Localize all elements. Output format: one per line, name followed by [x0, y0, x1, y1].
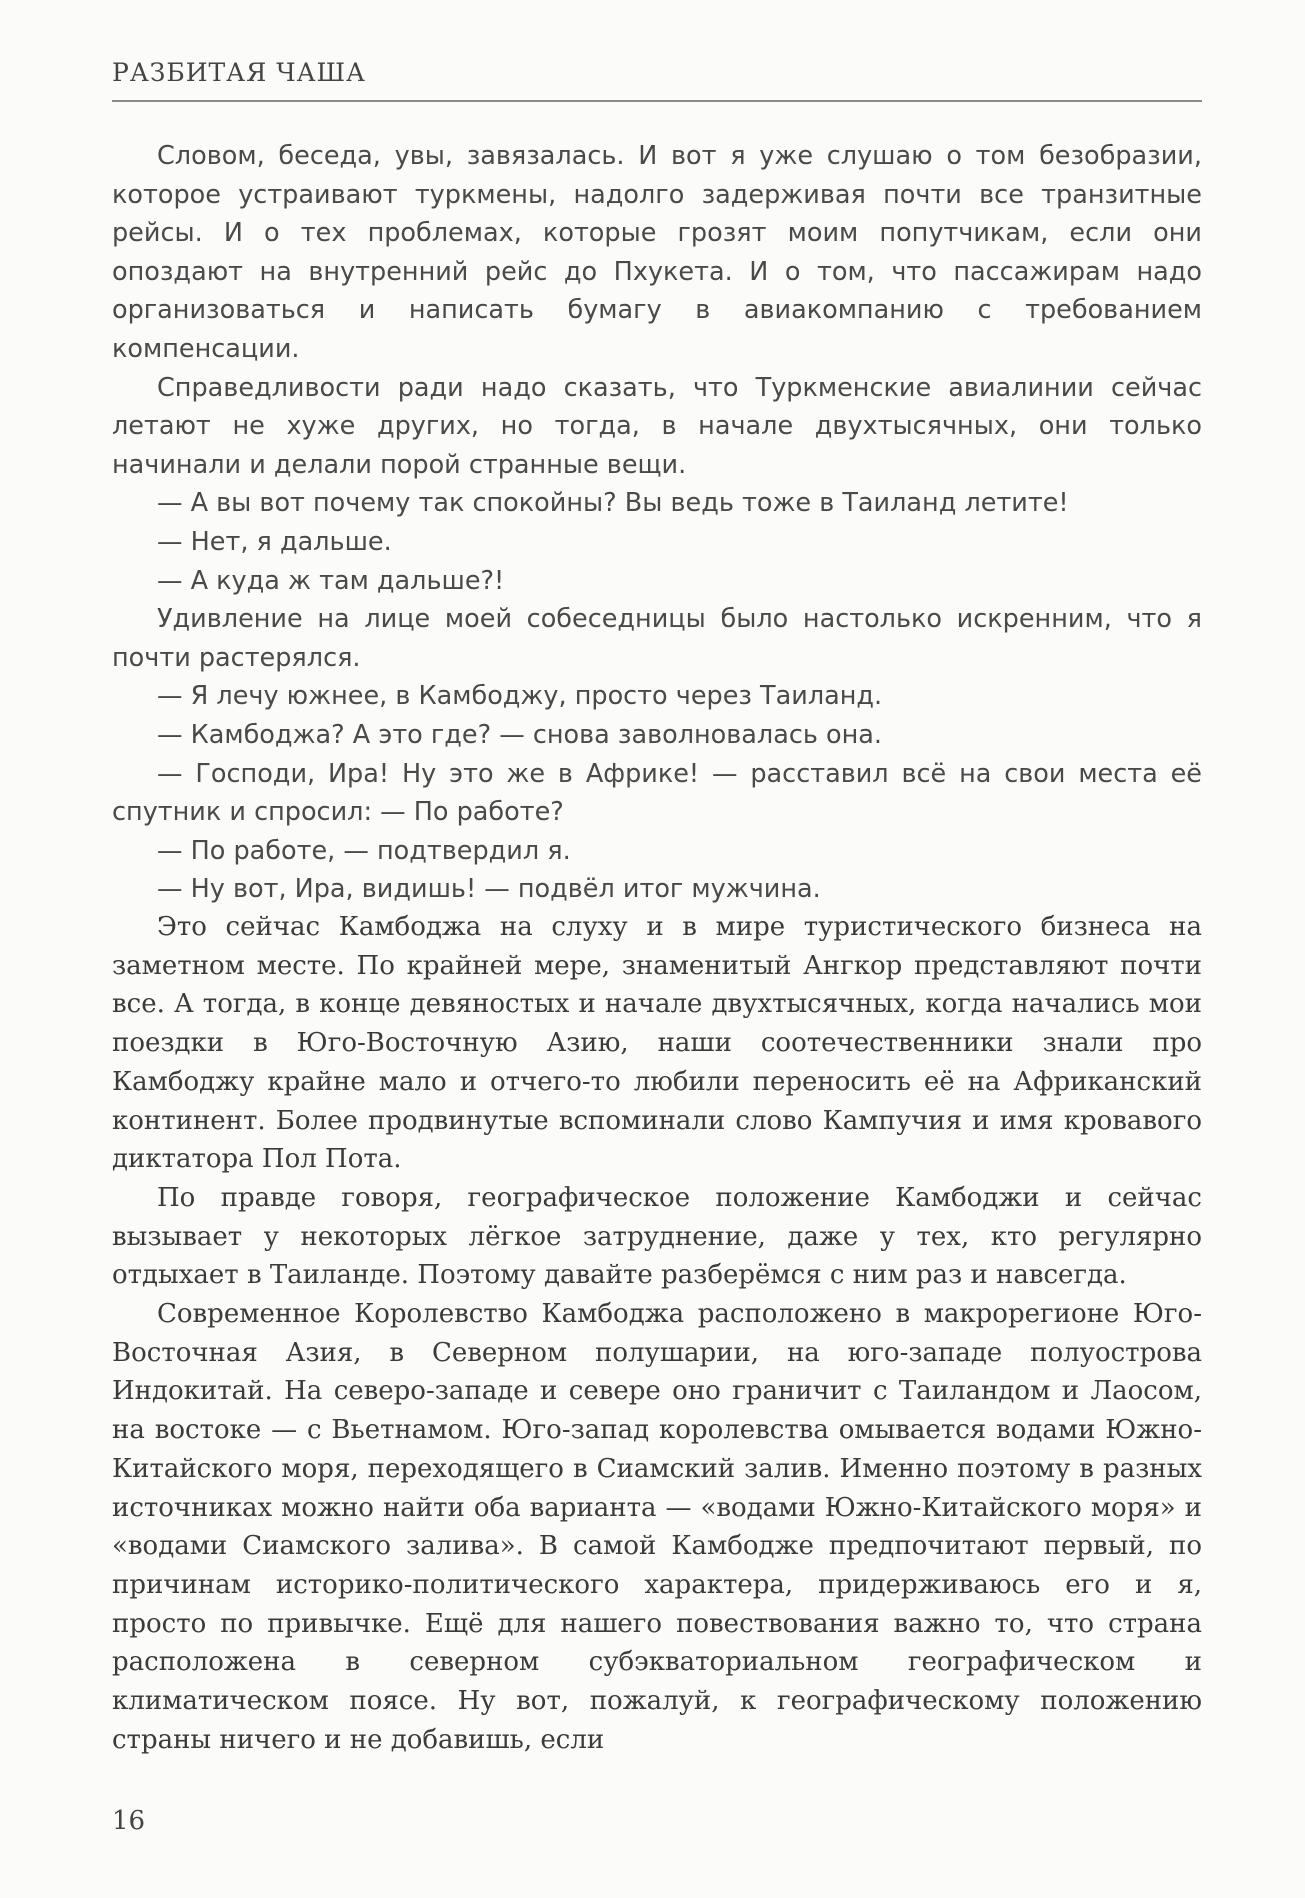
paragraph: По правде говоря, географическое положение Камбоджи и сейчас вызывает у некоторых лёгкое затруднение, даже у тех, кто регулярно отдыхает в Таиланде. Поэтому давайте разберёмся с ним раз и навсегда. [112, 1182, 1202, 1291]
paragraph: Удивление на лице моей собеседницы было настолько искренним, что я почти растерялся. [112, 604, 1202, 673]
paragraph: Справедливости ради надо сказать, что Туркменские авиалинии сейчас летают не хуже других, но тогда, в начале двухтысячных, они только начинали и делали порой странные вещи. [112, 372, 1202, 480]
running-head: РАЗБИТАЯ ЧАША [112, 58, 366, 87]
narrative-section [112, 908, 1202, 1759]
dialogue-line: — А куда ж там дальше?! [157, 565, 505, 596]
dialogue-line: — Камбоджа? А это где? — снова заволновалась она. [157, 719, 883, 750]
paragraph: Это сейчас Камбоджа на слуху и в мире туристического бизнеса на заметном месте. По крайней мере, знаменитый Ангкор представляют почти все. А тогда, в конце девяностых и начале двухтысячных, когда начались мои поездки в Юго-Восточную Азию, наши соотечественники знали про Камбоджу крайне мало и отчего-то любили переносить её на Африканский континент. Более продвинутые вспоминали слово Кампучия и имя кровавого диктатора Пол Пота. [112, 912, 1202, 1175]
header-rule [112, 100, 1202, 102]
dialogue-line: — Ну вот, Ира, видишь! — подвёл итог мужчина. [157, 874, 821, 905]
dialogue-line: — Я лечу южнее, в Камбоджу, просто через Таиланд. [157, 681, 883, 712]
dialogue-line: — Нет, я дальше. [157, 526, 392, 557]
page-number: 16 [112, 1806, 146, 1836]
dialogue-line: — А вы вот почему так спокойны? Вы ведь тоже в Таиланд летите! [157, 488, 1069, 519]
dialogue-line: — Господи, Ира! Ну это же в Африке! — расставил всё на свои места её спутник и спросил: — По работе? [112, 758, 1202, 828]
dialogue-section [112, 137, 1202, 909]
dialogue-line: — По работе, — подтвердил я. [157, 835, 571, 866]
paragraph: Словом, беседа, увы, завязалась. И вот я уже слушаю о том безобразии, которое устраивают туркмены, надолго задерживая почти все транзитные рейсы. И о тех проблемах, которые грозят моим попутчикам, если они опоздают на внутренний рейс до Пхукета. И о том, что пассажирам надо организоваться и написать бумагу в авиакомпанию с требованием компенсации. [112, 141, 1202, 364]
paragraph: Современное Королевство Камбоджа расположено в макрорегионе Юго-Восточная Азия, в Северном полушарии, на юго-западе полуострова Индокитай. На северо-западе и севере оно граничит с Таиландом и Лаосом, на востоке — с Вьетнамом. Юго-запад королевства омывается водами Южно-Китайского моря, переходящего в Сиамский залив. Именно поэтому в разных источниках можно найти оба варианта — «водами Южно-Китайского моря» и «водами Сиамского залива». В самой Камбодже предпочитают первый, по причинам историко-политического характера, придерживаюсь его и я, просто по привычке. Ещё для нашего повествования важно то, что страна расположена в северном субэкваториальном географическом и климатическом поясе. Ну вот, пожалуй, к географическому положению страны ничего и не добавишь, если [112, 1299, 1202, 1755]
